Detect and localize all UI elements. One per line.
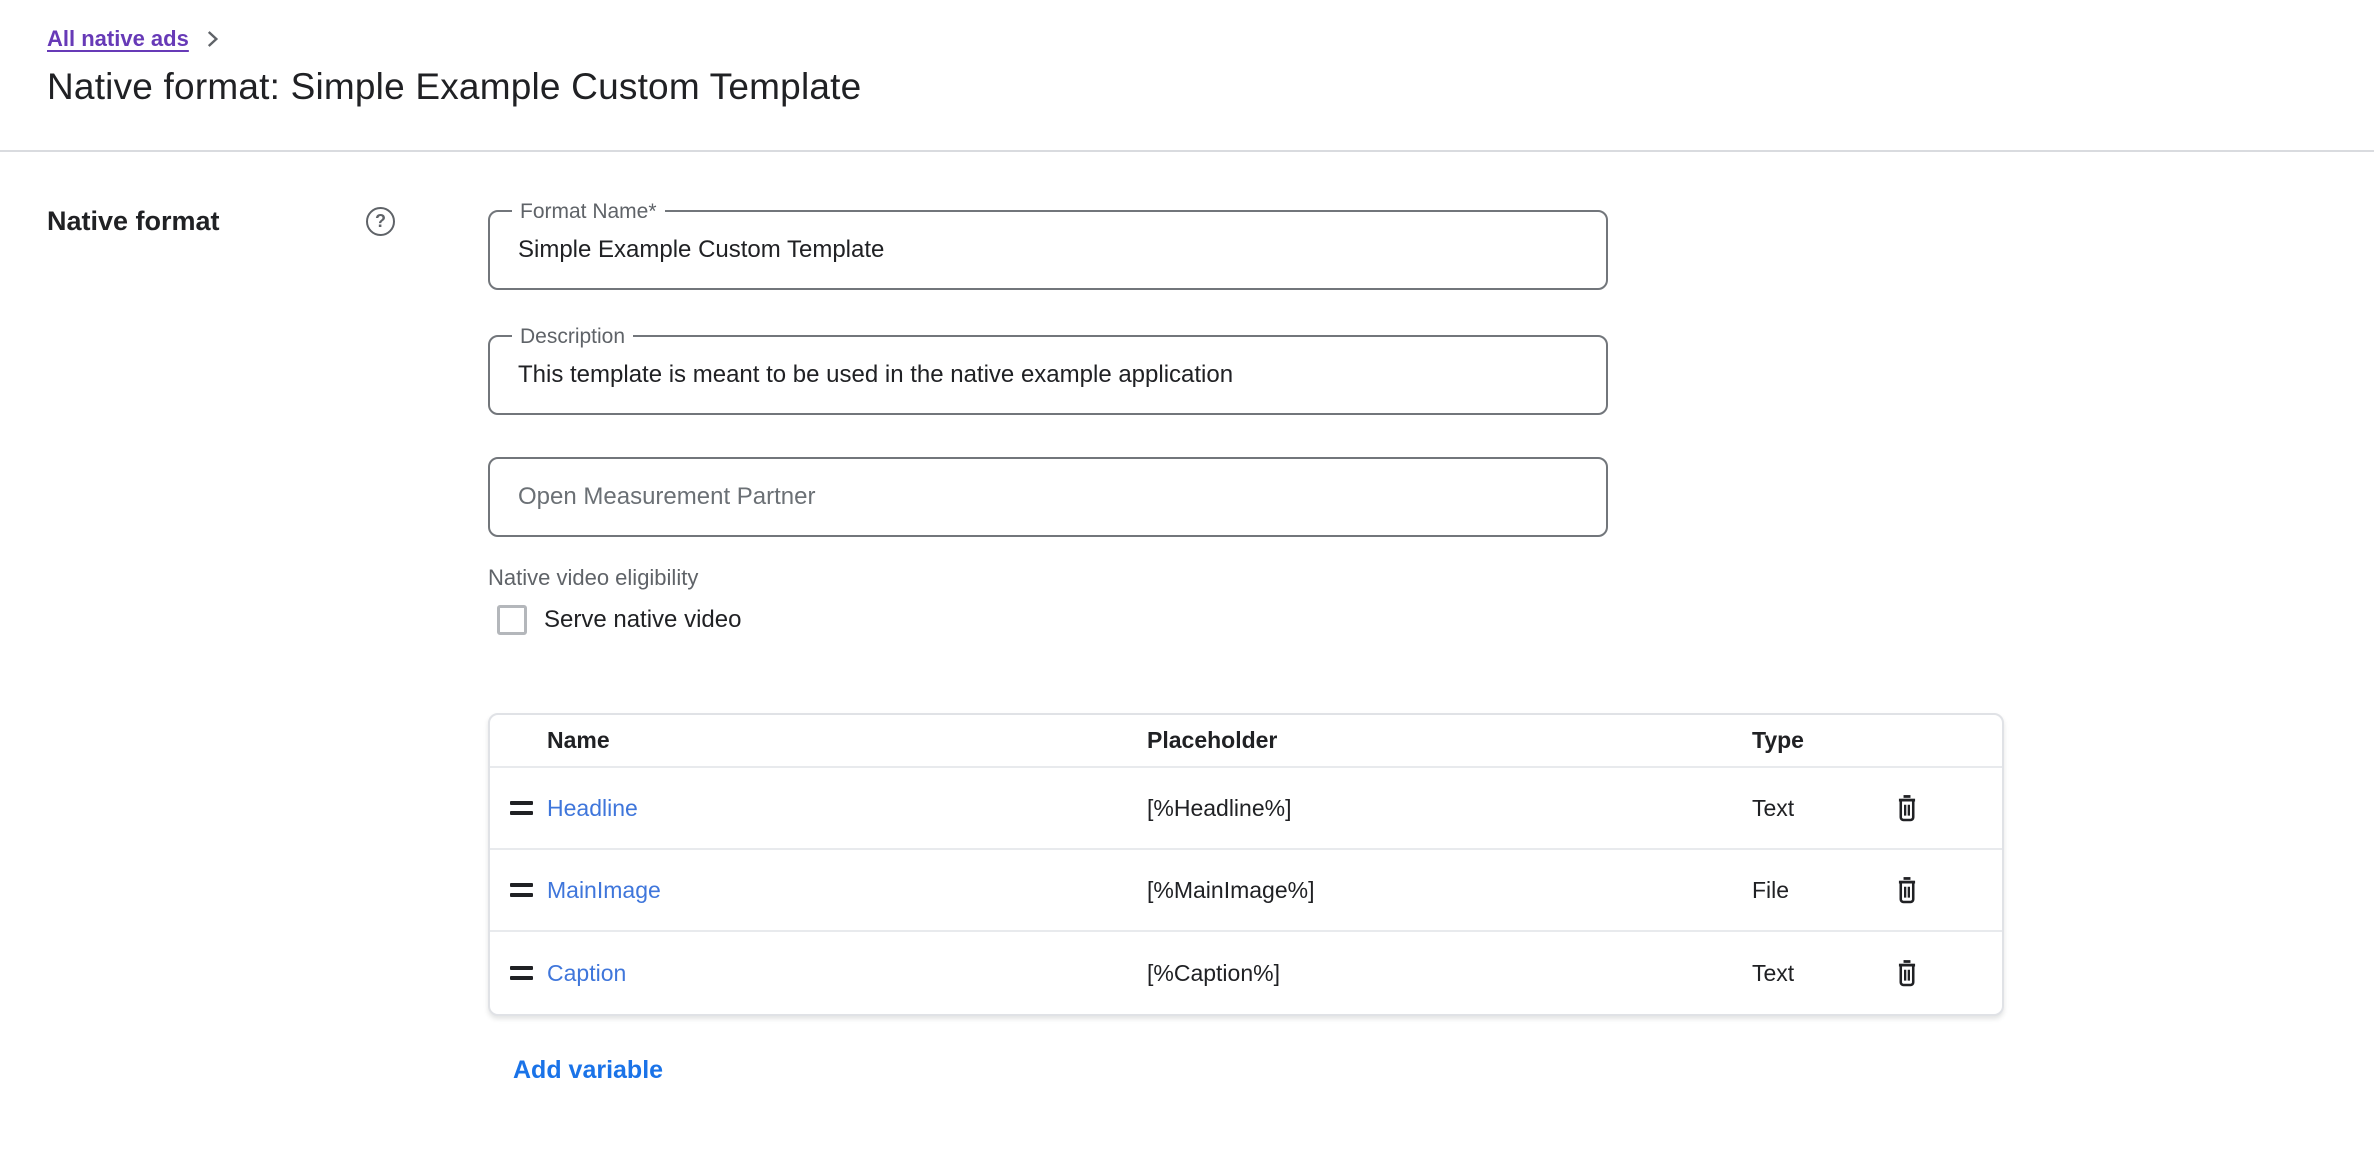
open-measurement-partner-input[interactable] [490,459,1606,535]
section-label: Native format [47,206,220,236]
description-label: Description [512,324,633,350]
open-measurement-partner-field [488,457,1608,537]
trash-icon [1893,875,1921,905]
delete-variable-button[interactable] [1887,870,1927,910]
description-input[interactable] [490,337,1606,413]
main-content [0,152,2374,1085]
variables-table [488,713,2004,1016]
page-header [0,0,2374,110]
variable-name-link[interactable]: MainImage [547,876,661,903]
variable-type: Text [1752,959,1795,986]
delete-variable-button[interactable] [1887,953,1927,993]
description-field [488,325,1608,415]
variable-type: Text [1752,794,1795,821]
form-column [488,198,2374,1085]
drag-handle-icon [510,883,533,897]
column-header-type: Type [1752,727,1804,753]
variable-name-link[interactable]: Caption [547,959,627,986]
variables-table-header [490,715,2002,768]
table-row-caption [490,932,2002,1014]
trash-icon [1893,958,1921,988]
serve-native-video-row [488,605,2374,635]
delete-variable-button[interactable] [1887,788,1927,828]
breadcrumb [47,24,2374,54]
format-name-label: Format Name* [512,199,665,225]
chevron-right-icon [199,26,225,52]
drag-handle[interactable] [490,883,547,897]
table-row-headline [490,768,2002,850]
serve-native-video-checkbox[interactable] [497,605,527,635]
variable-placeholder: [%Caption%] [1147,959,1280,986]
native-video-eligibility-label: Native video eligibility [488,565,699,590]
variable-placeholder: [%MainImage%] [1147,876,1315,903]
trash-icon [1893,793,1921,823]
column-header-placeholder: Placeholder [1147,727,1278,753]
serve-native-video-label[interactable]: Serve native video [544,606,742,633]
page-title: Native format: Simple Example Custom Template [47,66,862,107]
format-name-field [488,200,1608,290]
drag-handle[interactable] [490,801,547,815]
column-header-name: Name [547,727,610,753]
section-label-column [47,198,488,1085]
table-row-mainimage [490,850,2002,932]
drag-handle[interactable] [490,966,547,980]
drag-handle-icon [510,966,533,980]
drag-handle-icon [510,801,533,815]
help-circle-icon[interactable]: ? [366,207,395,236]
variable-placeholder: [%Headline%] [1147,794,1292,821]
variable-type: File [1752,876,1790,903]
variable-name-link[interactable]: Headline [547,794,638,821]
breadcrumb-link-all-native-ads[interactable]: All native ads [47,26,189,51]
add-variable-button[interactable]: Add variable [513,1056,664,1084]
